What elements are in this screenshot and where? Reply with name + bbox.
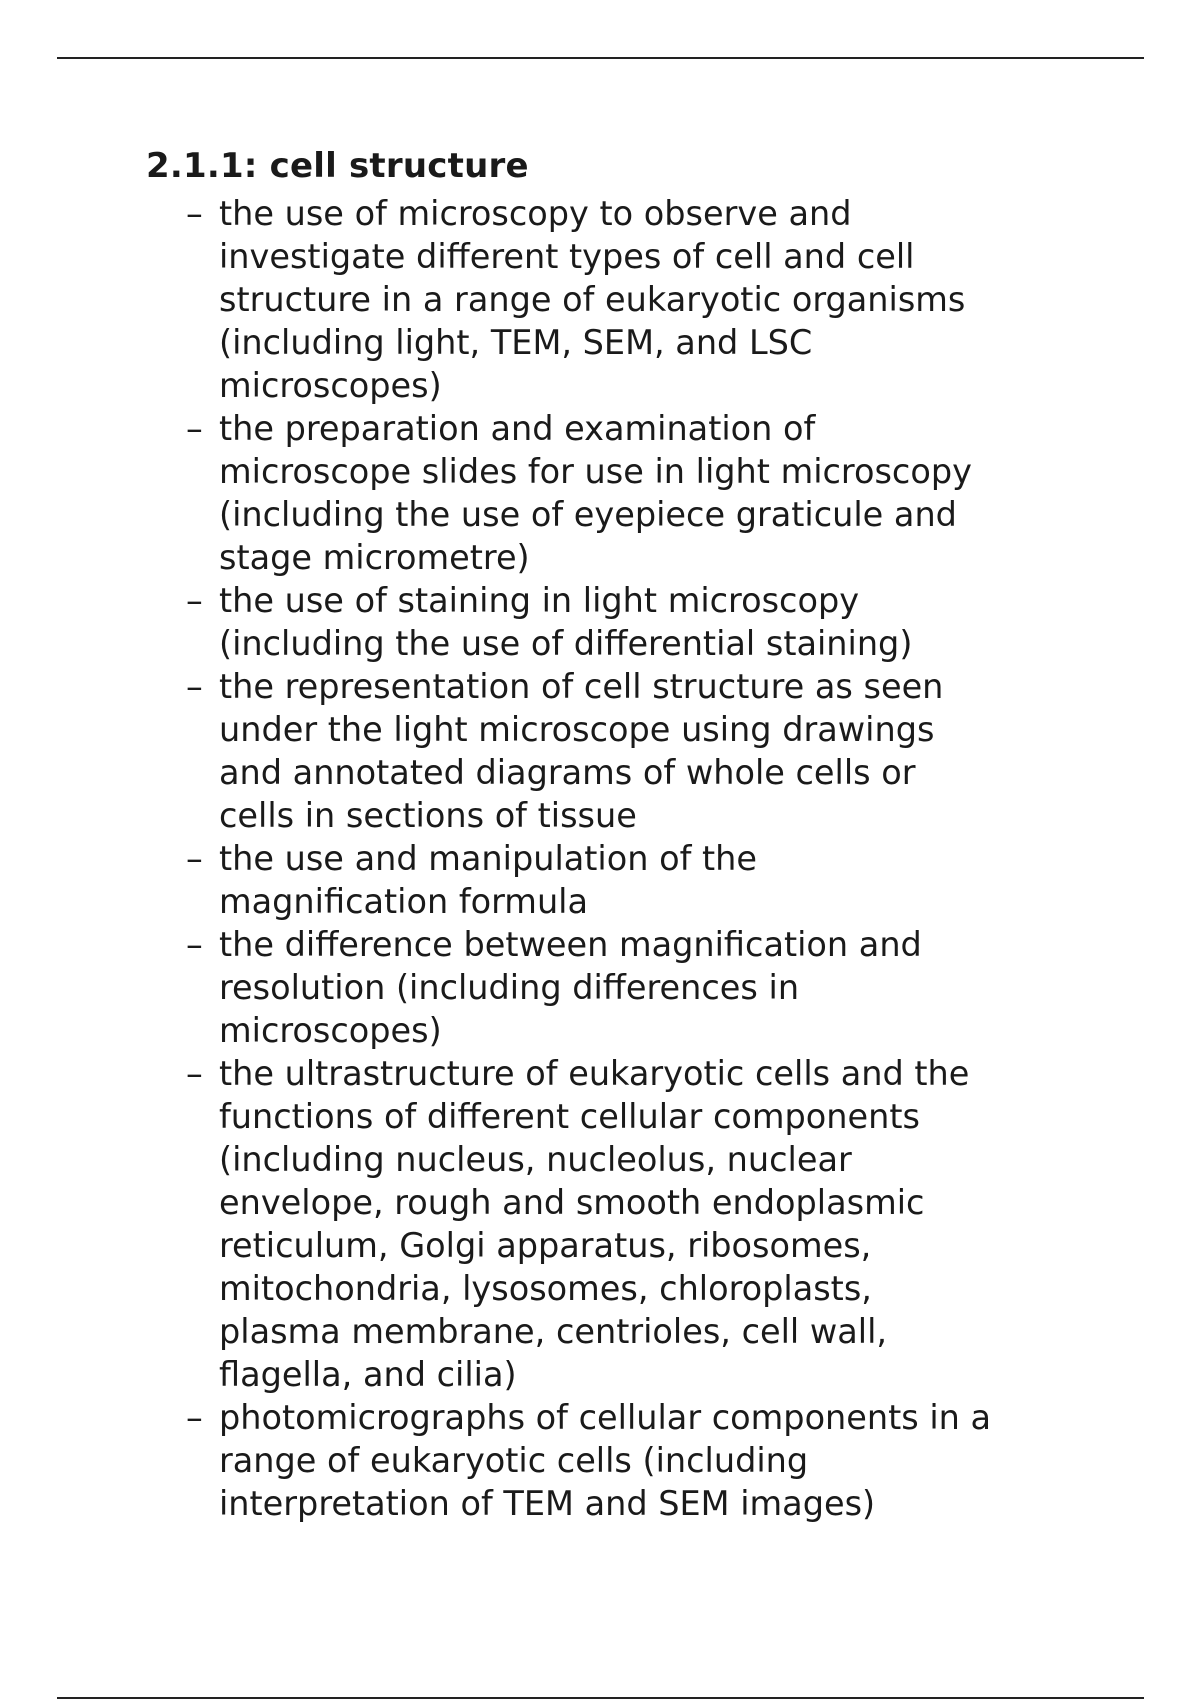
spec-point-list xyxy=(146,192,1096,1525)
spec-point-text-line: (including the use of eyepiece graticule and xyxy=(219,495,957,534)
spec-point-text-line: the preparation and examination of xyxy=(219,409,816,448)
spec-point-text-line: structure in a range of eukaryotic organisms xyxy=(219,280,966,319)
dash-bullet: – xyxy=(186,839,203,878)
spec-point-item xyxy=(146,665,1096,837)
header-rule xyxy=(57,57,1144,59)
spec-point-item xyxy=(146,837,1096,923)
spec-point-text-line: (including nucleus, nucleolus, nuclear xyxy=(219,1140,852,1179)
dash-bullet: – xyxy=(186,1398,203,1437)
spec-point-text-line: the use of staining in light microscopy xyxy=(219,581,860,620)
spec-point-text-line: microscopes) xyxy=(219,1011,442,1050)
spec-point-text-line: microscope slides for use in light microscopy xyxy=(219,452,972,491)
spec-point-text-line: photomicrographs of cellular components in a xyxy=(219,1398,992,1437)
spec-point-text-line: stage micrometre) xyxy=(219,538,530,577)
spec-point-item xyxy=(146,407,1096,579)
spec-point-text-line: the use of microscopy to observe and xyxy=(219,194,852,233)
spec-point-item xyxy=(146,579,1096,665)
dash-bullet: – xyxy=(186,1054,203,1093)
spec-point-text-line: reticulum, Golgi apparatus, ribosomes, xyxy=(219,1226,872,1265)
spec-point-text-line: under the light microscope using drawings xyxy=(219,710,935,749)
spec-point-item xyxy=(146,1052,1096,1396)
spec-point-text-line: interpretation of TEM and SEM images) xyxy=(219,1484,876,1523)
spec-point-text-line: flagella, and cilia) xyxy=(219,1355,517,1394)
spec-point-text-line: and annotated diagrams of whole cells or xyxy=(219,753,916,792)
spec-point-text-line: investigate different types of cell and cell xyxy=(219,237,915,276)
spec-point-text-line: the representation of cell structure as seen xyxy=(219,667,944,706)
dash-bullet: – xyxy=(186,409,203,448)
spec-point-item xyxy=(146,923,1096,1052)
dash-bullet: – xyxy=(186,667,203,706)
spec-point-text-line: the difference between magnification and xyxy=(219,925,922,964)
spec-point-text-line: envelope, rough and smooth endoplasmic xyxy=(219,1183,925,1222)
spec-point-text-line: (including light, TEM, SEM, and LSC xyxy=(219,323,813,362)
spec-point-text-line: range of eukaryotic cells (including xyxy=(219,1441,809,1480)
spec-point-text-line: the use and manipulation of the xyxy=(219,839,758,878)
spec-point-text-line: the ultrastructure of eukaryotic cells and the xyxy=(219,1054,970,1093)
footer-rule xyxy=(57,1697,1144,1699)
section-heading: 2.1.1: cell structure xyxy=(146,146,529,186)
spec-section xyxy=(146,142,1096,1525)
spec-point-text-line: microscopes) xyxy=(219,366,442,405)
spec-point-text-line: magnification formula xyxy=(219,882,589,921)
spec-point-text-line: mitochondria, lysosomes, chloroplasts, xyxy=(219,1269,872,1308)
spec-point-text-line: plasma membrane, centrioles, cell wall, xyxy=(219,1312,888,1351)
spec-point-item xyxy=(146,1396,1096,1525)
spec-point-item xyxy=(146,192,1096,407)
dash-bullet: – xyxy=(186,581,203,620)
spec-point-text-line: functions of different cellular components xyxy=(219,1097,920,1136)
spec-point-text-line: (including the use of differential staining) xyxy=(219,624,913,663)
spec-point-text-line: cells in sections of tissue xyxy=(219,796,637,835)
dash-bullet: – xyxy=(186,925,203,964)
dash-bullet: – xyxy=(186,194,203,233)
spec-point-text-line: resolution (including differences in xyxy=(219,968,800,1007)
